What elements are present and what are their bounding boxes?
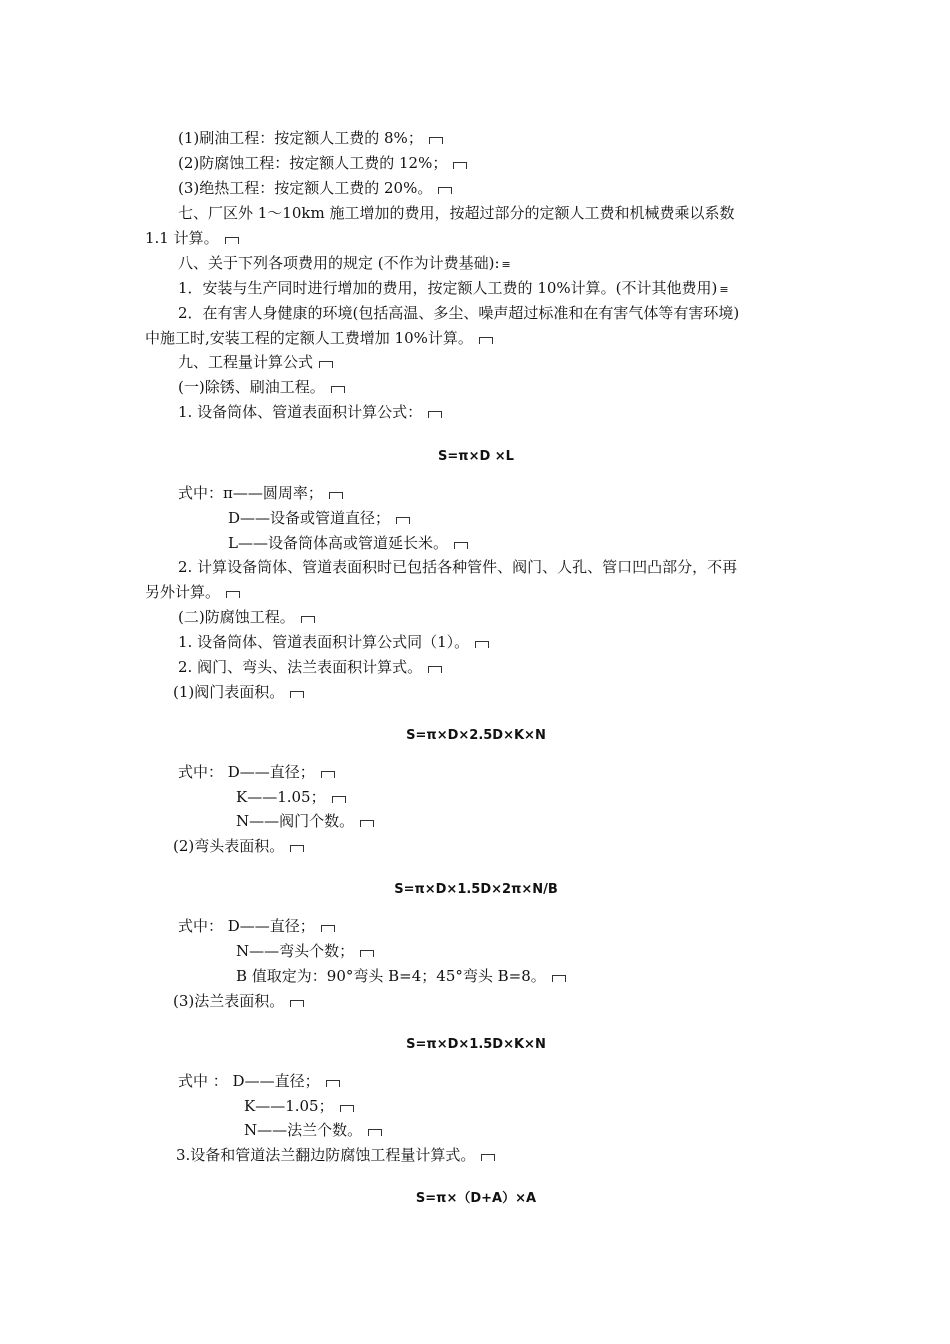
paragraph-mark-icon [360, 950, 374, 957]
line-break-mark-icon: ≡ [719, 283, 729, 296]
paragraph-mark-icon [428, 666, 442, 673]
formula: S=π×D×1.5D×2π×N/B [394, 882, 558, 897]
paragraph-mark-icon [396, 517, 410, 524]
text-line [145, 204, 807, 222]
line-break-mark-icon: ≡ [501, 258, 511, 271]
paragraph-mark-icon [454, 542, 468, 549]
paragraph-mark-icon [438, 187, 452, 194]
text-line-content: B 值取定为：90°弯头 B=4；45°弯头 B=8。 [236, 967, 546, 985]
text-line-content: 九、工程量计算公式 [178, 353, 314, 371]
paragraph-mark-icon [479, 337, 493, 344]
paragraph-mark-icon [475, 641, 489, 648]
text-line [145, 1146, 807, 1164]
text-line-content: 3.设备和管道法兰翻边防腐蚀工程量计算式。 [176, 1146, 476, 1164]
text-line [145, 1097, 807, 1115]
text-line [145, 279, 807, 299]
text-line-content: 八、关于下列各项费用的规定 (不作为计费基础): [178, 254, 500, 272]
paragraph-mark-icon [552, 975, 566, 982]
text-line [145, 329, 807, 347]
text-line-content: 另外计算。 [145, 583, 221, 601]
text-line [145, 378, 807, 396]
text-line-content: 2. 计算设备筒体、管道表面积时已包括各种管件、阀门、人孔、管口凹凸部分，不再 [178, 558, 738, 576]
paragraph-mark-icon [290, 845, 304, 852]
text-line-content: (二)防腐蚀工程。 [178, 608, 295, 626]
text-line [145, 179, 807, 197]
text-line [145, 683, 807, 701]
text-line-content: (1)阀门表面积。 [173, 683, 285, 701]
text-line-content: 式中： D——直径； [178, 917, 315, 935]
paragraph-mark-icon [332, 796, 346, 803]
paragraph-mark-icon [319, 361, 333, 368]
paragraph-mark-icon [360, 820, 374, 827]
paragraph-mark-icon [321, 925, 335, 932]
text-line-content: 1.1 计算。 [145, 229, 219, 247]
text-line [145, 304, 807, 322]
text-line [145, 1121, 807, 1139]
text-line [145, 534, 807, 552]
text-line [145, 229, 807, 247]
paragraph-mark-icon [340, 1105, 354, 1112]
text-line-content: (1)刷油工程：按定额人工费的 8%； [178, 129, 423, 147]
text-line [145, 967, 807, 985]
text-line-content: 式中： D——直径； [178, 763, 315, 781]
text-line-content: 式中 ： D——直径； [178, 1072, 320, 1090]
text-line-content: 式中：π——圆周率； [178, 484, 323, 502]
formula: S=π×D×1.5D×K×N [406, 1037, 546, 1052]
paragraph-mark-icon [368, 1129, 382, 1136]
paragraph-mark-icon [429, 137, 443, 144]
text-line [145, 942, 807, 960]
text-line-content: K——1.05； [244, 1097, 334, 1115]
text-line-content: (3)法兰表面积。 [173, 992, 285, 1010]
text-line [145, 154, 807, 172]
paragraph-mark-icon [321, 771, 335, 778]
text-line-content: 2．在有害人身健康的环境(包括高温、多尘、噪声超过标准和在有害气体等有害环境) [178, 304, 740, 322]
text-line-content: 1. 设备筒体、管道表面积计算公式： [178, 403, 423, 421]
text-line [145, 608, 807, 626]
text-line-content: (3)绝热工程：按定额人工费的 20%。 [178, 179, 433, 197]
formula: S=π×（D+A）×A [415, 1191, 537, 1206]
text-line [145, 254, 807, 274]
text-line [145, 484, 807, 502]
formula: S=π×D ×L [438, 449, 514, 464]
text-line [145, 992, 807, 1010]
text-line [145, 129, 807, 147]
text-line [145, 509, 807, 527]
text-line-content: 1. 设备筒体、管道表面积计算公式同（1）。 [178, 633, 470, 651]
text-line [145, 633, 807, 651]
paragraph-mark-icon [290, 691, 304, 698]
text-line [145, 763, 807, 781]
paragraph-mark-icon [326, 1080, 340, 1087]
paragraph-mark-icon [331, 386, 345, 393]
text-line-content: N——阀门个数。 [236, 812, 355, 830]
text-line [145, 917, 807, 935]
paragraph-mark-icon [226, 591, 240, 598]
paragraph-mark-icon [329, 492, 343, 499]
text-line-content: 1．安装与生产同时进行增加的费用，按定额人工费的 10%计算。(不计其他费用) [178, 279, 718, 297]
paragraph-mark-icon [290, 1000, 304, 1007]
text-line-content: (一)除锈、刷油工程。 [178, 378, 325, 396]
text-line-content: N——弯头个数； [236, 942, 355, 960]
paragraph-mark-icon [428, 411, 442, 418]
paragraph-mark-icon [453, 162, 467, 169]
text-line-content: 2. 阀门、弯头、法兰表面积计算式。 [178, 658, 423, 676]
text-line-content: 七、厂区外 1～10km 施工增加的费用，按超过部分的定额人工费和机械费乘以系数 [178, 204, 735, 222]
text-line [145, 403, 807, 421]
text-line-content: (2)防腐蚀工程：按定额人工费的 12%； [178, 154, 448, 172]
text-line [145, 1072, 807, 1090]
paragraph-mark-icon [301, 616, 315, 623]
text-line-content: 中施工时,安装工程的定额人工费增加 10%计算。 [145, 329, 473, 347]
text-line [145, 658, 807, 676]
text-line-content: L——设备筒体高或管道延长米。 [228, 534, 448, 552]
formula: S=π×D×2.5D×K×N [406, 728, 546, 743]
text-line [145, 812, 807, 830]
paragraph-mark-icon [481, 1154, 495, 1161]
text-line-content: K——1.05； [236, 788, 326, 806]
text-line [145, 788, 807, 806]
text-line [145, 558, 807, 576]
text-line [145, 353, 807, 371]
paragraph-mark-icon [225, 237, 239, 244]
text-line [145, 837, 807, 855]
text-line [145, 583, 807, 601]
text-line-content: N——法兰个数。 [244, 1121, 363, 1139]
text-line-content: (2)弯头表面积。 [173, 837, 285, 855]
text-line-content: D——设备或管道直径； [228, 509, 391, 527]
